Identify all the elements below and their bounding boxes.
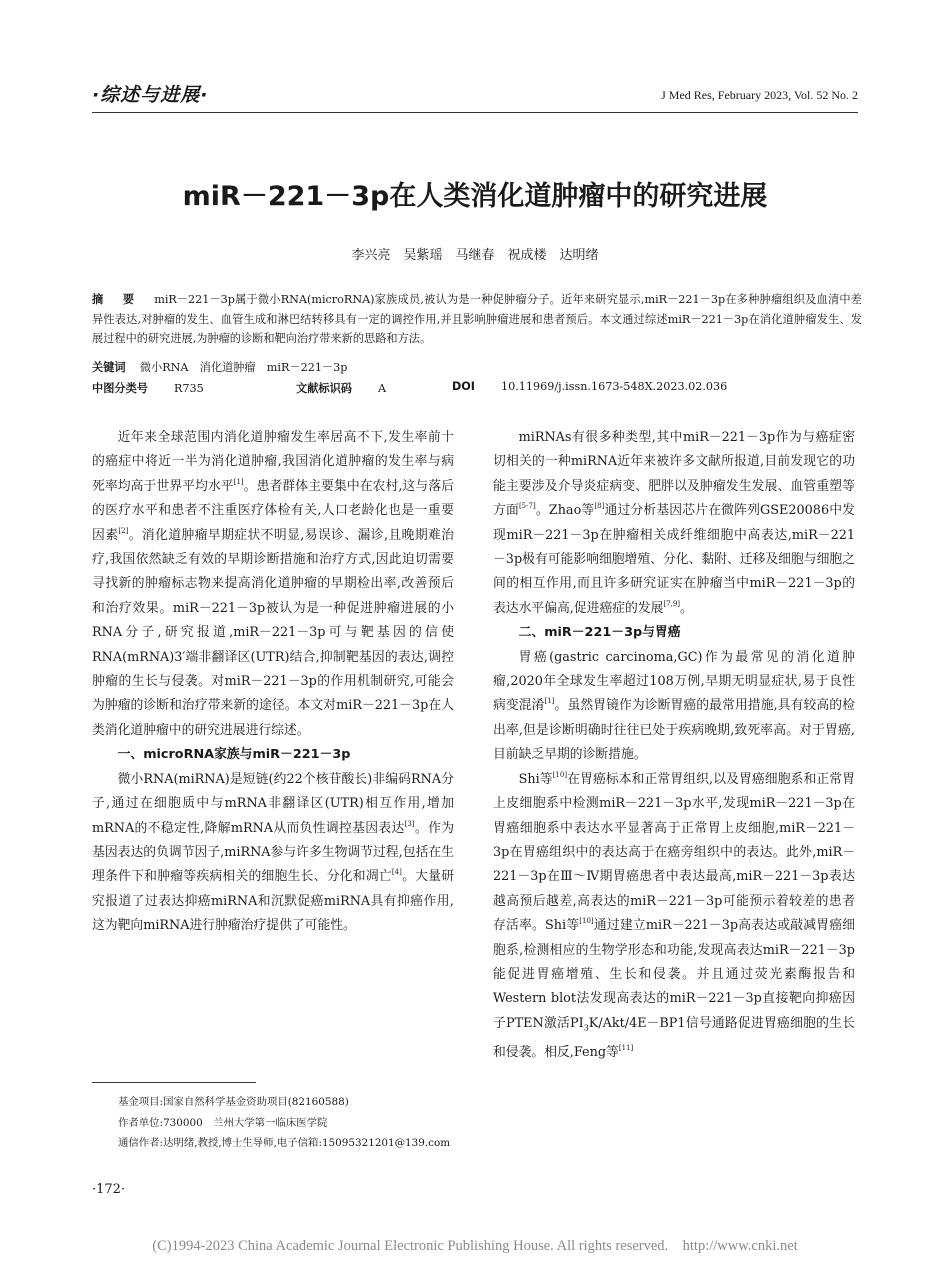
- citation-ref[interactable]: [5-7]: [518, 502, 536, 511]
- doi: [452, 380, 727, 393]
- abstract-label: 摘 要: [92, 293, 139, 306]
- subscript: 3: [583, 1023, 589, 1033]
- header-divider: [92, 112, 858, 113]
- page-number: ·172·: [92, 1182, 126, 1197]
- clc-label: 中图分类号: [92, 382, 148, 395]
- document-code-label: 文献标识码: [296, 382, 352, 395]
- citation-ref[interactable]: [10]: [579, 917, 594, 926]
- footnote-divider: [92, 1082, 256, 1083]
- doi-label: DOI: [452, 380, 475, 393]
- paragraph-shi-study: Shi等[10]在胃癌标本和正常胃组织,以及胃癌细胞系和正常胃上皮细胞系中检测miR－221－3p水平,发现miR－221－3p在胃癌细胞系中表达水平显著高于正常胃上皮细胞,miR－221－3p在胃癌组织中的表达高于在癌旁组织中的表达。此外,miR－221－3p在Ⅲ～Ⅳ期胃癌患者中表达最高,miR－221－3p表达越高预后越差,高表达的miR－221－3p可能预示着较差的患者存活率。Shi等[10]通过建立miR－221－3p高表达或敲减胃癌细胞系,检测相应的生物学形态和功能,发现高表达miR－221－3p能促进胃癌增殖、生长和侵袭。并且通过荧光素酶报告和Western blot法发现高表达的miR－221－3p直接靶向抑癌因子PTEN激活$PI_3K/Akt/4E-BP1$信号通路促进胃癌细胞的生长和侵袭。相反,Feng等[11]: [493, 770, 855, 1060]
- paragraph-mirna-family: 微小RNA(miRNA)是短链(约22个核苷酸长)非编码RNA分子,通过在细胞质中与mRNA非翻译区(UTR)相互作用,增加mRNA的不稳定性,降解mRNA从而负性调控基因表达[3]。作为基因表达的负调节因子,miRNA参与许多生物调节过程,包括在生理条件下和肿瘤等疾病相关的细胞生长、分化和凋亡[4]。大量研究报道了过表达抑癌miRNA和沉默促癌miRNA具有抑癌作用,这为靶向miRNA进行肿瘤治疗提供了可能性。: [92, 771, 455, 934]
- author-list: 李兴亮 吴紫瑶 马继春 祝成楼 达明绪: [351, 248, 599, 263]
- citation-ref[interactable]: [4]: [391, 868, 402, 877]
- footnotes: [92, 1092, 454, 1154]
- keywords: [92, 359, 347, 375]
- journal-reference: J Med Res, February 2023, Vol. 52 No. 2: [661, 88, 858, 102]
- paragraph-mirna-types: miRNAs有很多种类型,其中miR－221－3p作为与癌症密切相关的一种miRNA近年来被许多文献所报道,目前发现它的功能主要涉及介导炎症病变、肥胖以及肿瘤发生发展、血管重塑等方面[5-7]。Zhao等[8]通过分析基因芯片在微阵列GSE20086中发现miR－221－3p在肿瘤相关成纤维细胞中高表达,miR－221－3p极有可能影响细胞增殖、分化、黏附、迁移及细胞与细胞之间的相互作用,而且许多研究证实在肿瘤当中miR－221－3p的表达水平偏高,促进癌症的发展[7,9]。: [493, 430, 856, 616]
- clc-value: R735: [173, 382, 204, 395]
- section-tag: ·综述与进展·: [92, 84, 209, 106]
- footnote-author-unit: 作者单位:730000 兰州大学第一临床医学院: [118, 1116, 328, 1129]
- citation-ref[interactable]: [1]: [233, 477, 244, 486]
- citation-ref[interactable]: [11]: [618, 1043, 634, 1052]
- heading-section-2: 二、miR－221－3p与胃癌: [518, 625, 681, 641]
- article-title: miR－221－3p在人类消化道肿瘤中的研究进展: [182, 181, 768, 212]
- keywords-text: 微小RNA 消化道肿瘤 miR－221－3p: [139, 361, 348, 374]
- citation-ref[interactable]: [8]: [594, 502, 605, 511]
- citation-ref[interactable]: [10]: [552, 770, 568, 779]
- left-column: [92, 426, 454, 939]
- paragraph-intro: 近年来全球范围内消化道肿瘤发生率居高不下,发生率前十的癌症中将近一半为消化道肿瘤,我国消化道肿瘤的发生率与病死率均高于世界平均水平[1]。患者群体主要集中在农村,这与落后的医疗水平和患者不注重医疗体检有关,人口老龄化也是一重要因素[2]。消化道肿瘤早期症状不明显,易误诊、漏诊,且晚期难治疗,我国依然缺乏有效的早期诊断措施和治疗方式,因此迫切需要寻找新的肿瘤标志物来提高消化道肿瘤的早期检出率,改善预后和治疗效果。miR－221－3p被认为是一种促进肿瘤进展的小RNA分子,研究报道,miR－221－3p可与靶基因的信使RNA(mRNA)3′端非翻译区(UTR)结合,抑制靶基因的表达,调控肿瘤的生长与侵袭。对miR－221－3p的作用机制研究,可能会为肿瘤的诊断和治疗带来新的途径。本文对miR－221－3p在人类消化道肿瘤中的研究进展进行综述。: [92, 430, 455, 738]
- right-column: [493, 426, 855, 1065]
- document-code: [296, 380, 386, 396]
- abstract-text: miR－221－3p属于微小RNA(microRNA)家族成员,被认为是一种促肿瘤分子。近年来研究显示,miR－221－3p在多种肿瘤组织及血清中差异性表达,对肿瘤的发生、血管生成和淋巴结转移具有一定的调控作用,并且影响肿瘤进展和患者预后。本文通过综述miR－221－3p在消化道肿瘤发生、发展过程中的研究进展,为肿瘤的诊断和靶向治疗带来新的思路和方法。: [92, 293, 862, 345]
- copyright-notice: (C)1994-2023 China Academic Journal Electronic Publishing House. All rights reserved. http://www.cnki.net: [152, 1238, 798, 1254]
- paragraph-gastric-cancer: 胃癌(gastric carcinoma,GC)作为最常见的消化道肿瘤,2020年全球发生率超过108万例,早期无明显症状,易于良性病变混淆[1]。虽然胃镜作为诊断胃癌的最常用措施,具有较高的检出率,但是诊断明确时往往已处于疾病晚期,致死率高。对于胃癌,目前缺乏早期的诊断措施。: [493, 649, 855, 763]
- citation-ref[interactable]: [2]: [118, 526, 129, 535]
- heading-section-1: 一、microRNA家族与miR－221－3p: [117, 747, 351, 763]
- citation-ref[interactable]: [3]: [404, 819, 415, 828]
- citation-ref[interactable]: [7,9]: [663, 599, 681, 608]
- clc-number: [92, 380, 204, 396]
- keywords-label: 关键词: [92, 361, 126, 374]
- citation-ref[interactable]: [1]: [544, 697, 555, 706]
- document-code-value: A: [377, 382, 387, 395]
- footnote-funding: 基金项目:国家自然科学基金资助项目(82160588): [118, 1096, 349, 1108]
- footnote-contact: 通信作者:达明绪,教授,博士生导师,电子信箱:15095321201@139.com: [118, 1137, 451, 1149]
- abstract: [92, 290, 862, 349]
- doi-value[interactable]: 10.11969/j.issn.1673-548X.2023.02.036: [500, 380, 728, 393]
